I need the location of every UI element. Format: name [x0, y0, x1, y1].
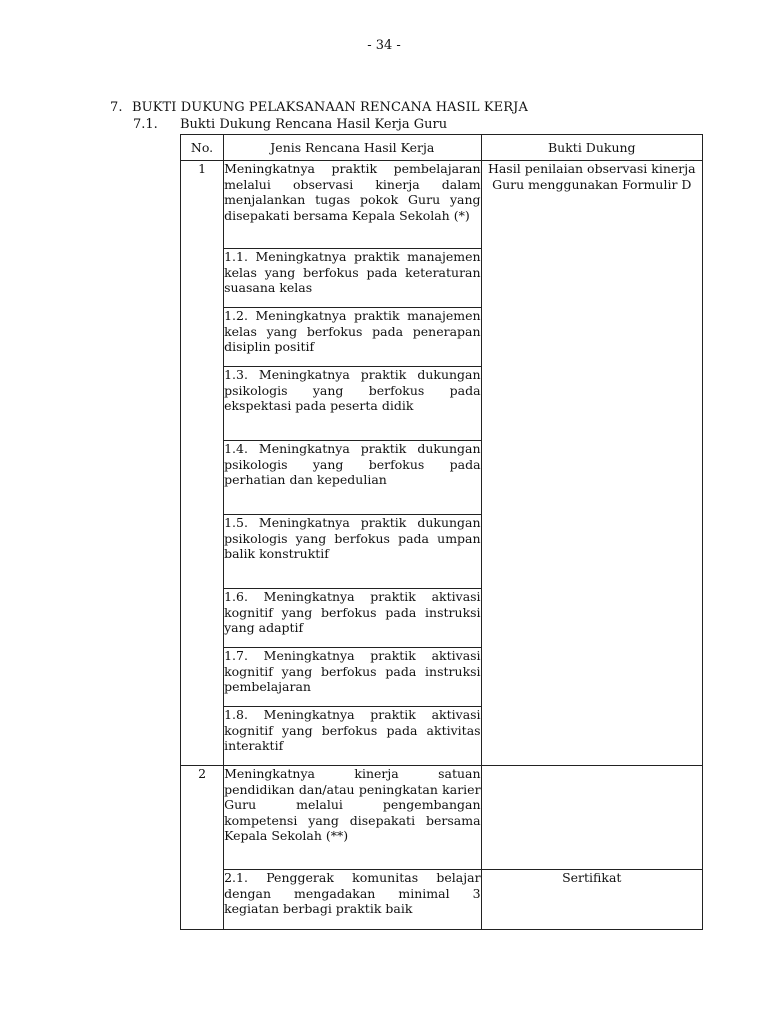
jenis-cell [224, 589, 481, 648]
jenis-text: Meningkatnya praktik pembelajaran melalui observasi kinerja dalam menjalankan tugas pokok Guru yang disepakati bersama Kepala Sekolah (*) [224, 161, 481, 223]
jenis-cell [224, 441, 481, 515]
jenis-cell [224, 249, 481, 308]
jenis-cell [224, 367, 481, 441]
jenis-text: 1.1. Meningkatnya praktik manajemen kelas yang berfokus pada keteraturan suasana kelas [224, 249, 481, 295]
bukti-cell-empty [481, 766, 702, 870]
row-number: 1 [181, 161, 224, 766]
bukti-cell [481, 161, 702, 766]
bukti-text: Sertifikat [562, 870, 622, 885]
bukti-cell [481, 870, 702, 930]
jenis-text: 2.1. Penggerak komunitas belajar dengan mengadakan minimal 3 kegiatan berbagi praktik baik [224, 870, 481, 916]
table-row [181, 870, 703, 930]
jenis-cell [224, 648, 481, 707]
row-number: 2 [181, 766, 224, 930]
jenis-text: 1.6. Meningkatnya praktik aktivasi kognitif yang berfokus pada instruksi yang adaptif [224, 589, 481, 635]
jenis-cell [224, 766, 481, 870]
header-bukti: Bukti Dukung [481, 135, 702, 161]
jenis-text: 1.8. Meningkatnya praktik aktivasi kognitif yang berfokus pada aktivitas interaktif [224, 707, 481, 753]
jenis-text: Meningkatnya kinerja satuan pendidikan dan/atau peningkatan karier Guru melalui pengembangan kompetensi yang disepakati bersama Kepala Sekolah (**) [224, 766, 481, 843]
section-title-text: BUKTI DUKUNG PELAKSANAAN RENCANA HASIL KERJA [132, 100, 528, 115]
jenis-cell [224, 308, 481, 367]
header-jenis: Jenis Rencana Hasil Kerja [224, 135, 481, 161]
bukti-dukung-table [180, 134, 703, 930]
jenis-text: 1.4. Meningkatnya praktik dukungan psikologis yang berfokus pada perhatian dan kepedulian [224, 441, 481, 487]
table-row [181, 161, 703, 249]
bukti-text: Hasil penilaian observasi kinerja Guru menggunakan Formulir D [487, 161, 696, 192]
jenis-text: 1.2. Meningkatnya praktik manajemen kelas yang berfokus pada penerapan disiplin positif [224, 308, 481, 354]
subsection-number: 7.1. [133, 117, 158, 132]
jenis-cell [224, 161, 481, 249]
jenis-text: 1.3. Meningkatnya praktik dukungan psikologis yang berfokus pada ekspektasi pada peserta didik [224, 367, 481, 413]
jenis-text: 1.5. Meningkatnya praktik dukungan psikologis yang berfokus pada umpan balik konstruktif [224, 515, 481, 561]
jenis-cell [224, 515, 481, 589]
section-number: 7. [110, 100, 123, 115]
table-row [181, 766, 703, 870]
header-no: No. [181, 135, 224, 161]
section-heading [110, 100, 528, 115]
subsection-title-text: Bukti Dukung Rencana Hasil Kerja Guru [180, 117, 448, 132]
table-header-row [181, 135, 703, 161]
subsection-heading [133, 117, 447, 132]
jenis-cell [224, 707, 481, 766]
jenis-text: 1.7. Meningkatnya praktik aktivasi kognitif yang berfokus pada instruksi pembelajaran [224, 648, 481, 694]
jenis-cell [224, 870, 481, 930]
page-number: - 34 - [367, 38, 401, 53]
